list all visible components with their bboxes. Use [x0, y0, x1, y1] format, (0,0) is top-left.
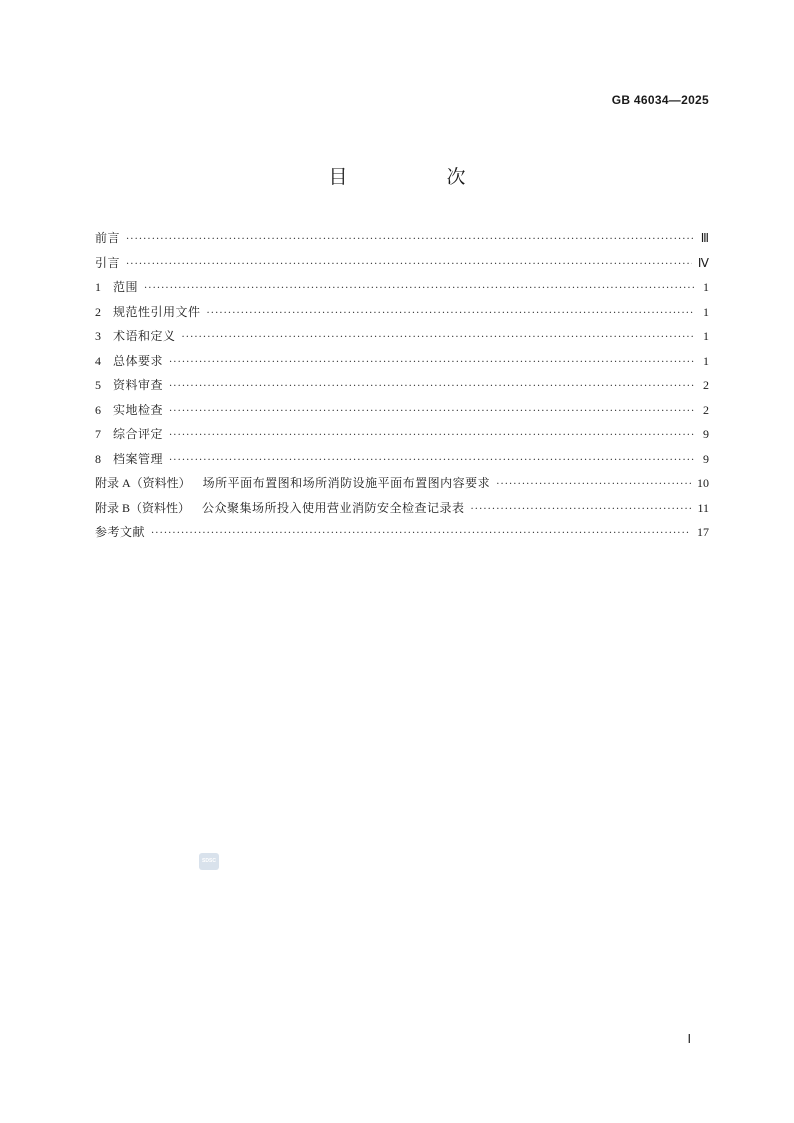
- toc-leader-dots: [126, 228, 695, 253]
- toc-page-number: Ⅲ: [700, 231, 709, 245]
- toc-entry-terms[interactable]: [95, 324, 709, 349]
- toc-entry-foreword[interactable]: [95, 226, 709, 251]
- toc-entry-document-review[interactable]: [95, 373, 709, 398]
- toc-leader-dots: [182, 326, 695, 351]
- toc-number: 附录 B（资料性）: [95, 500, 191, 515]
- toc-page-number: 10: [697, 476, 709, 490]
- toc-leader-dots: [144, 277, 695, 302]
- toc-leader-dots: [169, 351, 695, 376]
- toc-entry-scope[interactable]: [95, 275, 709, 300]
- toc-page-number: 9: [703, 427, 709, 441]
- toc-page-number: 1: [703, 280, 709, 294]
- toc-title: 前言: [95, 231, 121, 245]
- toc-number: 5: [95, 378, 101, 392]
- toc-entry-appendix-a[interactable]: [95, 471, 709, 496]
- toc-number: 附录 A（资料性）: [95, 476, 191, 490]
- toc-leader-dots: [126, 253, 692, 278]
- toc-title: 术语和定义: [113, 329, 176, 343]
- toc-page-number: 1: [703, 353, 709, 368]
- document-number: GB 46034—2025: [611, 93, 709, 107]
- toc-title: 范围: [113, 280, 139, 294]
- toc-title: 引言: [95, 255, 121, 270]
- toc-title: 综合评定: [113, 427, 164, 441]
- toc-leader-dots: [169, 400, 695, 425]
- toc-number: 1: [95, 280, 101, 294]
- toc-title: 实地检查: [113, 402, 164, 417]
- toc-number: 3: [95, 329, 101, 343]
- toc-page-number: 1: [703, 304, 709, 319]
- page-title: 目 次: [328, 166, 506, 188]
- toc-page-number: 1: [703, 329, 709, 343]
- toc-number: 6: [95, 402, 101, 417]
- toc-number: 7: [95, 427, 101, 441]
- toc-leader-dots: [169, 449, 695, 474]
- toc-entry-introduction[interactable]: [95, 251, 709, 276]
- toc-leader-dots: [471, 498, 692, 523]
- toc-page-number: Ⅳ: [697, 255, 709, 270]
- toc-title: 参考文献: [95, 525, 146, 539]
- toc-entry-appendix-b[interactable]: [95, 496, 709, 521]
- toc-entry-archive-management[interactable]: [95, 447, 709, 472]
- toc-leader-dots: [169, 375, 695, 400]
- toc-page-number: 2: [703, 378, 709, 392]
- toc-page-number: 2: [703, 402, 709, 417]
- toc-title: 规范性引用文件: [113, 304, 201, 319]
- toc-number: 8: [95, 451, 101, 466]
- toc-title: 公众聚集场所投入使用营业消防安全检查记录表: [202, 500, 465, 515]
- toc-page-number: 17: [697, 525, 709, 539]
- toc-number: 4: [95, 353, 101, 368]
- toc-entry-comprehensive-evaluation[interactable]: [95, 422, 709, 447]
- toc-entry-general-requirements[interactable]: [95, 349, 709, 374]
- toc-title: 总体要求: [113, 353, 164, 368]
- toc-page-number: 11: [697, 500, 709, 515]
- toc-entry-site-inspection[interactable]: [95, 398, 709, 423]
- toc-leader-dots: [169, 424, 695, 449]
- toc-leader-dots: [207, 302, 695, 327]
- toc-entry-normative-references[interactable]: [95, 300, 709, 325]
- page-folio: Ⅰ: [687, 1032, 691, 1046]
- watermark-logo: SDSC: [199, 853, 219, 870]
- toc-title: 场所平面布置图和场所消防设施平面布置图内容要求: [202, 476, 491, 490]
- table-of-contents: [95, 226, 709, 545]
- toc-title: 档案管理: [113, 451, 164, 466]
- toc-number: 2: [95, 304, 101, 319]
- toc-title: 资料审查: [113, 378, 164, 392]
- toc-leader-dots: [496, 473, 691, 498]
- toc-entry-bibliography[interactable]: [95, 520, 709, 545]
- toc-page-number: 9: [703, 451, 709, 466]
- toc-leader-dots: [151, 522, 691, 547]
